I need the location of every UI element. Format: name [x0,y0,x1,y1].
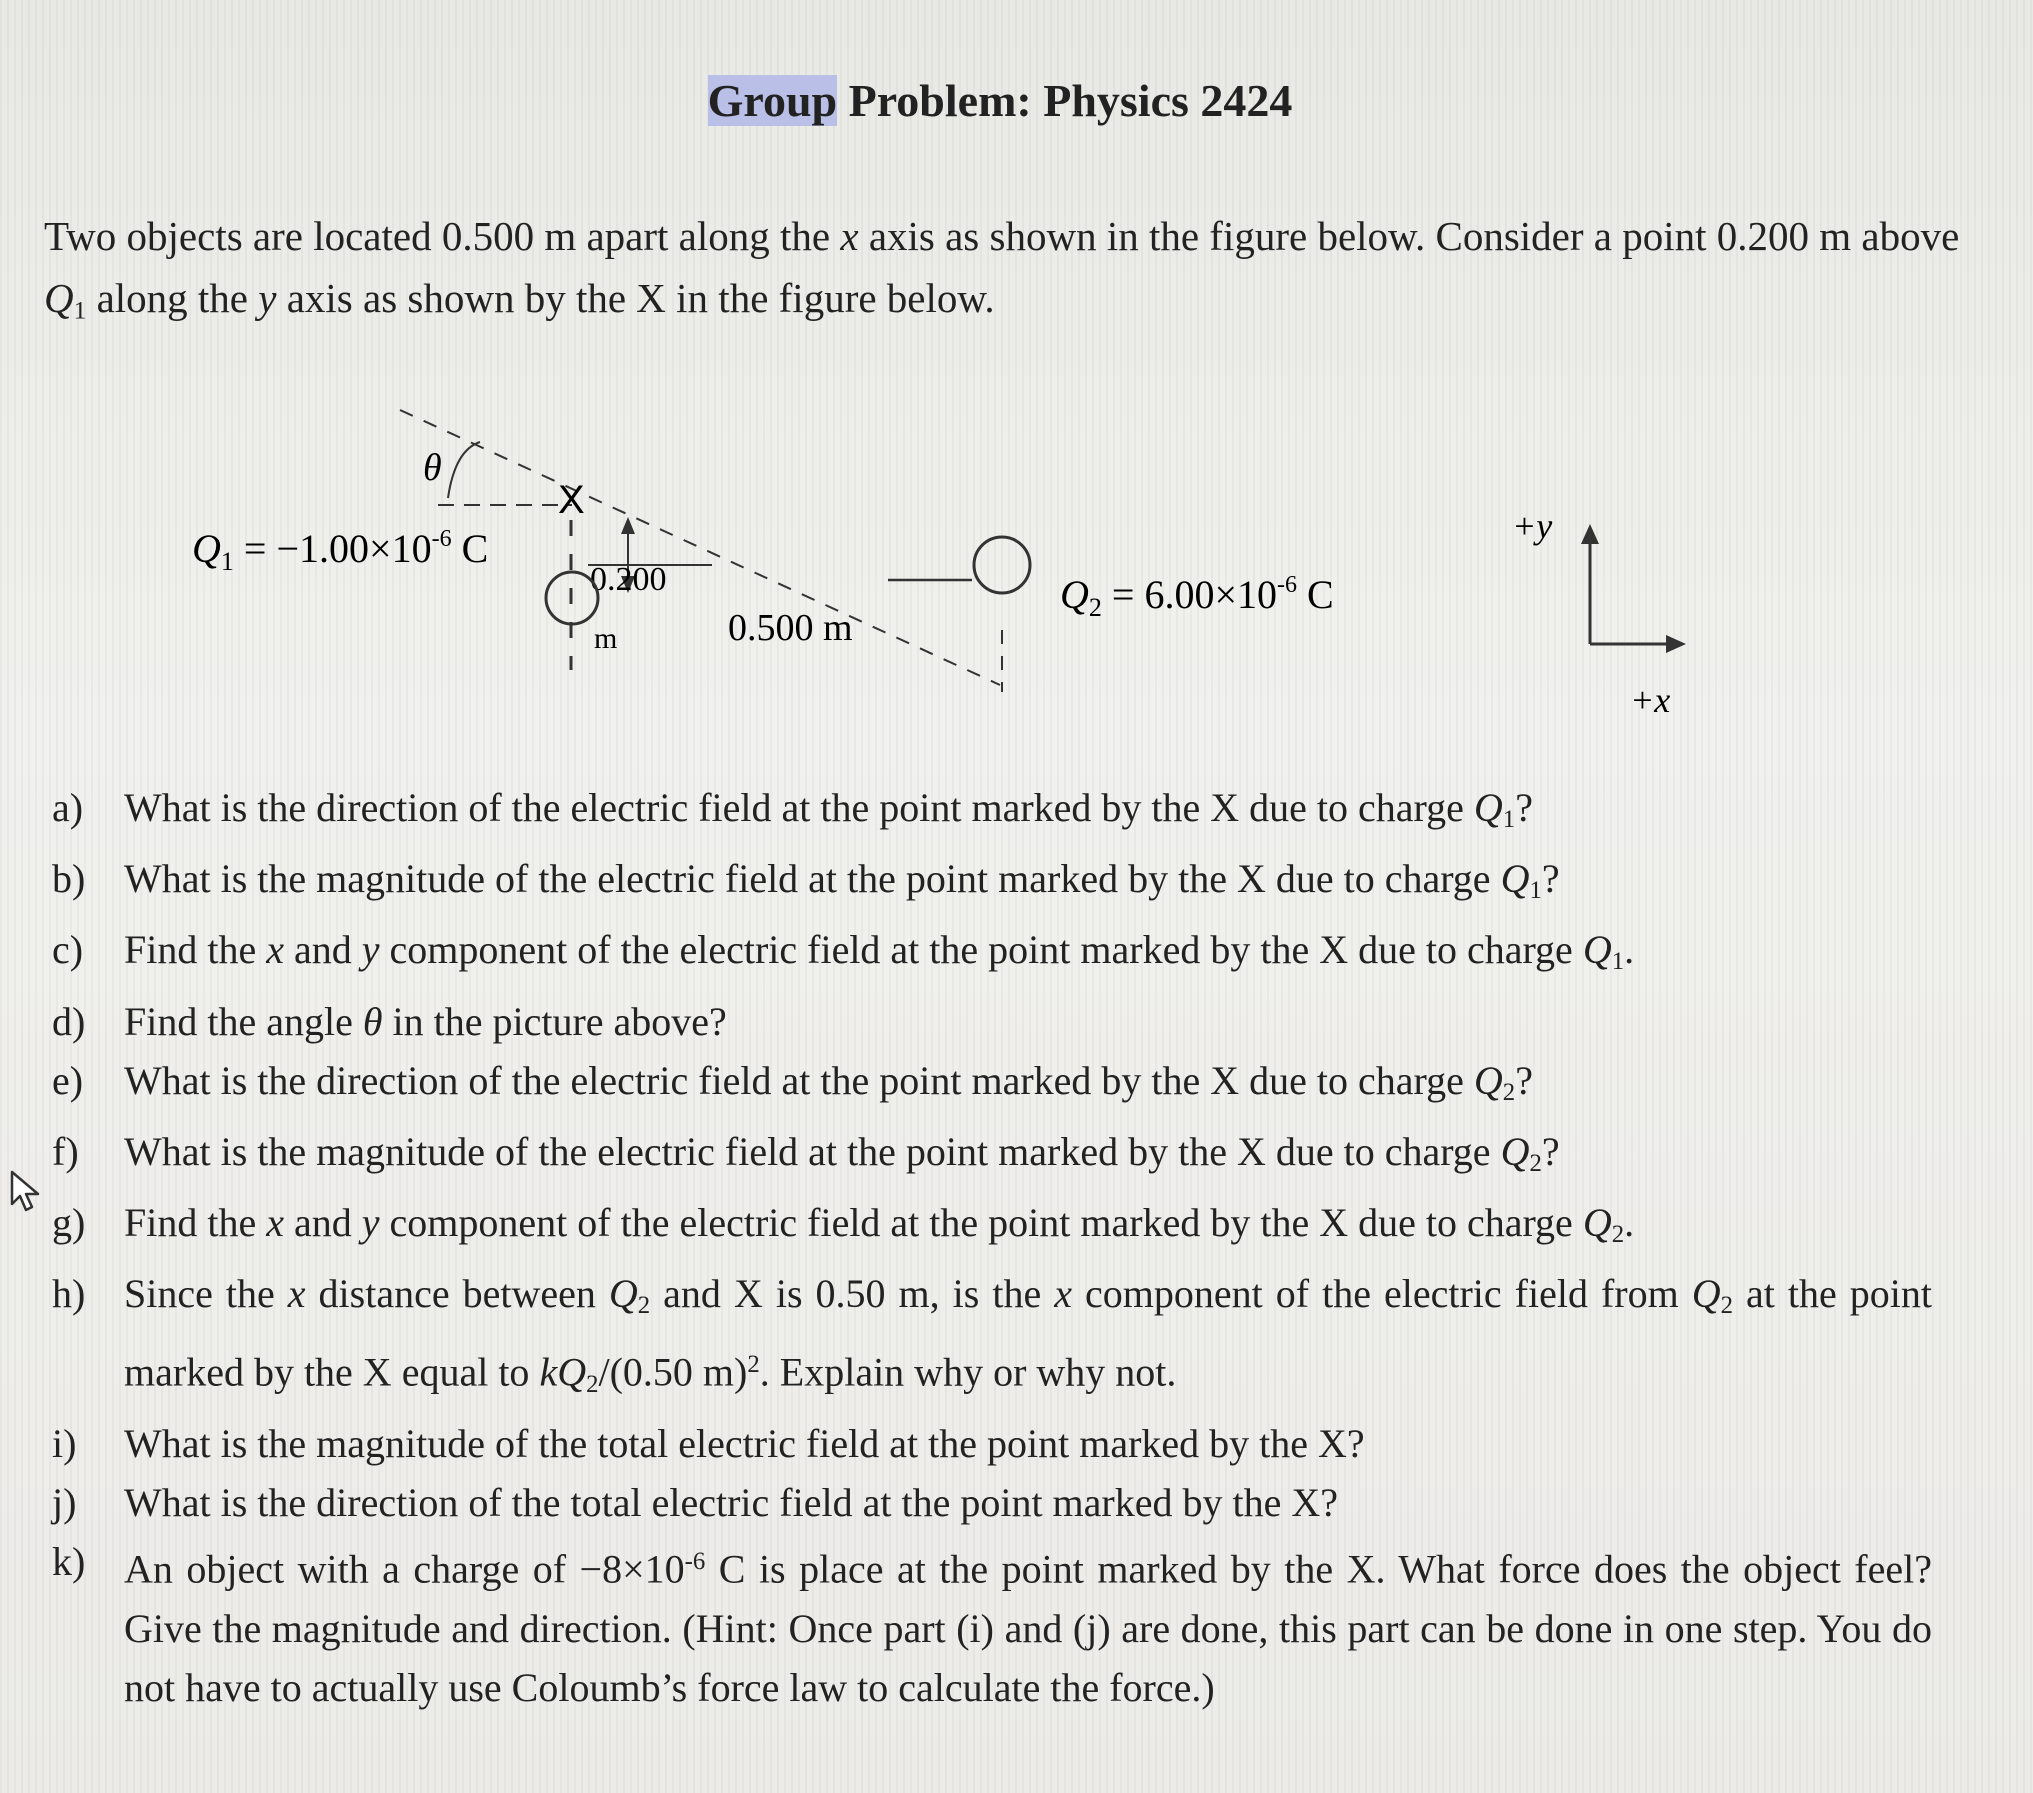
var-y: y [361,927,380,973]
charge-symbol: Q [1582,1199,1612,1245]
theta-symbol: θ [362,998,383,1044]
charge-sub: 1 [1502,806,1516,834]
formula-denominator: /(0.50 m) [598,1349,748,1395]
question-label: k) [52,1539,86,1585]
question-text: Find the angle [124,998,363,1044]
dashed-line-to-q2 [400,410,1000,685]
charge-figure [0,380,2033,760]
vertical-distance-unit: m [594,622,618,655]
question-label: e) [52,1057,84,1103]
question-end: ? [1515,1057,1533,1103]
mouse-pointer-icon [8,1168,48,1214]
question-e [52,1051,1932,1122]
charge-sub: 2 [1502,1078,1516,1106]
y-axis-arrowhead [1581,524,1599,544]
title-highlight[interactable]: Group [707,75,838,126]
intro-charge: Q [44,275,74,321]
question-text: at the point marked by the X equal to [124,1271,1933,1395]
question-text: What is the magnitude of the electric field at the point marked by the X due to charge [124,856,1501,902]
question-label: j) [52,1480,77,1526]
charge-exponent: -6 [684,1548,706,1576]
question-text: Find the [124,927,267,973]
question-text: in the picture above? [382,998,727,1044]
question-a [52,778,1932,849]
q1-label: $Q_1 = -1.00\times 10^{-6}$ C [192,526,489,576]
question-label: a) [52,785,84,830]
question-g [52,1193,1932,1264]
charge-sub: 1 [1611,948,1625,976]
charge-symbol: Q [1500,1128,1530,1174]
question-i [52,1414,1932,1473]
question-text: What is the magnitude of the electric field at the point marked by the X due to charge [124,1128,1501,1174]
formula-sub: 2 [586,1371,599,1399]
question-text: What is the magnitude of the total electric field at the point marked by the X? [124,1421,1365,1467]
var-x: x [266,927,284,973]
question-label: d) [52,998,86,1044]
question-text: component of the electric field at the point marked by the X due to charge [379,1199,1583,1245]
var-x: x [287,1271,306,1317]
question-h [52,1264,1932,1414]
question-b [52,849,1932,920]
question-c [52,920,1932,991]
vertical-distance-label: 0.200 [590,561,667,598]
q2-charge-circle [974,537,1030,593]
question-end: . [1624,1199,1635,1245]
question-label: g) [52,1199,86,1245]
question-end: ? [1541,856,1560,902]
formula-exponent: 2 [747,1351,760,1379]
intro-var-x: x [840,213,859,259]
question-text: and [284,1199,362,1245]
problem-statement [44,205,1964,341]
intro-text: axis as shown by the X in the figure below. [276,275,995,321]
intro-charge-sub: 1 [73,296,87,325]
question-text: What is the direction of the electric field at the point marked by the X due to charge [124,1057,1474,1103]
x-axis-arrowhead [1666,635,1686,653]
charge-sub: 2 [1720,1292,1734,1320]
horizontal-distance-label: 0.500 m [728,607,853,649]
q2-label: $Q_2 = 6.00\times 10^{-6}$ C [1060,572,1334,622]
figure-svg [0,380,2033,760]
question-text: What is the direction of the electric field at the point marked by the X due to charge [124,785,1474,830]
question-label: c) [52,927,84,973]
charge-symbol: Q [1473,785,1503,830]
question-text: component of the electric field at the point marked by the X due to charge [379,927,1583,973]
arrowhead-up [621,517,635,534]
theta-arc [448,442,480,498]
charge-sub: 2 [1529,1149,1542,1177]
formula-kq: kQ [539,1349,587,1395]
question-text: What is the direction of the total electric field at the point marked by the X? [124,1480,1339,1526]
question-text: distance between [305,1271,609,1317]
question-text: and [284,927,362,973]
intro-text: along the [86,275,259,321]
question-text: C is place at the point marked by the X. What force does the object feel? Give the magnitude and direction. (Hint: Once part (i) and (j) are done, this part can be done in one step. You do not have to actually use Coloumb’s force law to calculate the force.) [124,1546,1932,1710]
intro-var-y: y [258,275,277,321]
question-end: ? [1515,785,1533,830]
intro-text: axis as shown in the figure below. Consider a point 0.200 m above [858,213,1960,259]
question-d [52,992,1932,1051]
title-rest: Problem: Physics 2424 [837,75,1293,126]
question-end: ? [1541,1128,1560,1174]
question-label: i) [52,1421,77,1467]
charge-sub: 2 [637,1292,651,1320]
question-label: f) [52,1128,79,1174]
question-text: Since the [124,1271,288,1317]
charge-symbol: Q [1582,927,1612,973]
question-text: Find the [124,1199,267,1245]
question-text: . Explain why or why not. [759,1349,1177,1395]
question-text: component of the electric field from [1072,1271,1692,1317]
charge-sub: 1 [1529,877,1542,905]
question-label: b) [52,856,86,902]
question-list [52,778,1932,1717]
var-y: y [361,1199,380,1245]
charge-sub: 2 [1611,1221,1625,1249]
charge-symbol: Q [1500,856,1530,902]
question-label: h) [52,1271,86,1317]
question-f [52,1122,1932,1193]
intro-text: Two objects are located 0.500 m apart along the [44,213,841,259]
theta-label: θ [423,447,442,489]
question-text: An object with a charge of −8×10 [124,1546,685,1592]
x-point-marker: X [558,478,585,522]
var-x: x [1054,1271,1072,1317]
question-text: and X is 0.50 m, is the [650,1271,1055,1317]
plus-x-label: +x [1630,680,1671,720]
question-j [52,1473,1932,1532]
charge-symbol: Q [608,1271,638,1317]
plus-y-label: +y [1512,506,1553,546]
question-end: . [1624,927,1635,973]
charge-symbol: Q [1473,1057,1503,1103]
charge-symbol: Q [1691,1271,1721,1317]
var-x: x [266,1199,284,1245]
question-k [52,1532,1932,1717]
page-title [0,74,2000,127]
